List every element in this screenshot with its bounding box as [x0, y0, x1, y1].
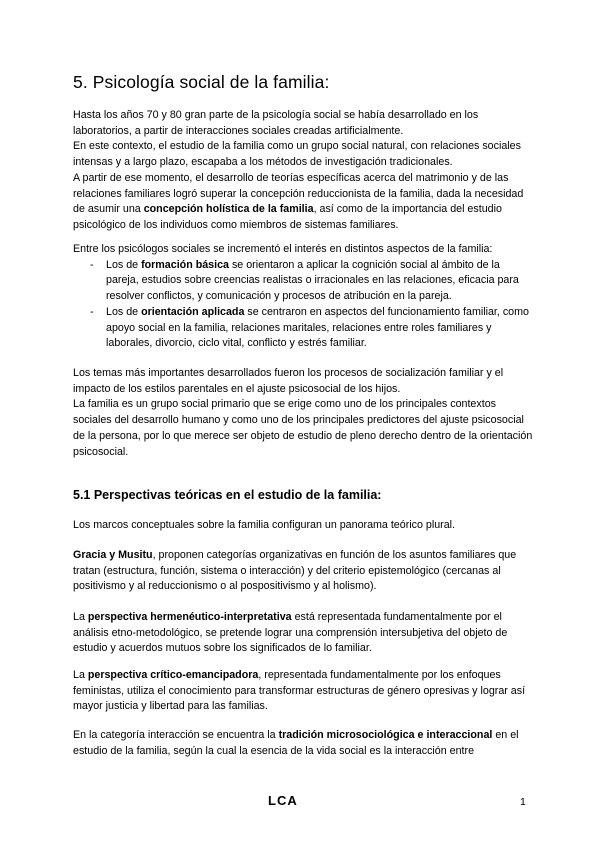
intro-block: [73, 108, 533, 234]
section-paragraph-2: Gracia y Musitu, proponen categorías organizativas en función de los asuntos familiares que tratan (estructura, función, sistema o interacción) y del criterio epistemológico (cercanas al positivismo y al reduccionismo o al pospositivismo y al holismo).: [73, 549, 517, 593]
themes-paragraph-1: Los temas más importantes desarrollados fueron los procesos de socialización familiar y el impacto de los estilos parentales en el ajuste psicosocial de los hijos.: [73, 367, 504, 395]
bold-term: perspectiva hermenéutico-interpretativa: [87, 611, 292, 623]
bold-term: perspectiva crítico-emancipadora: [87, 669, 259, 681]
intro-paragraph-2: En este contexto, el estudio de la familia como un grupo social natural, con relaciones sociales intensas y a largo plazo, escapaba a los métodos de investigación tradicionales.: [73, 140, 521, 169]
section-heading: 5.1 Perspectivas teóricas en el estudio de la familia:: [73, 488, 382, 502]
bold-term: orientación aplicada: [141, 305, 245, 318]
themes-block: [73, 366, 533, 460]
interest-block: [73, 242, 533, 352]
section-paragraph-1: Los marcos conceptuales sobre la familia configuran un panorama teórico plural.: [73, 519, 455, 531]
dash-bullet: -: [90, 305, 94, 318]
bold-term: tradición microsociológica e interaccional: [278, 729, 493, 741]
themes-paragraph-2: La familia es un grupo social primario que se erige como uno de los principales contextos sociales del desarrollo humano y como uno de los principales predictores del ajuste psicosocial de la persona, por lo que merece ser objeto de estudio de pleno derecho dentro de la orientación psicosocial.: [73, 398, 533, 458]
section-paragraph-4: La perspectiva crítico-emancipadora, representada fundamentalmente por los enfoques feministas, utiliza el conocimiento para transformar estructuras de género opresivas y lograr así mayor justicia y libertad para las familias.: [73, 669, 526, 713]
page-number: 1: [520, 796, 526, 808]
interest-list: [73, 258, 533, 352]
bold-term: Gracia y Musitu: [73, 549, 153, 561]
bold-term: formación básica: [141, 258, 229, 271]
section-paragraph-3: La perspectiva hermenéutico-interpretativa está representada fundamentalmente por el análisis etno-metodológico, se pretende lograr una comprensión intersubjetiva del objeto de estudio y acuerdos mutuos sobre los significados de lo familiar.: [73, 611, 508, 655]
list-item: - Los de formación básica se orientaron a aplicar la cognición social al ámbito de la pareja, estudios sobre creencias realistas o irracionales en las relaciones, eficacia para resolver conflictos, y comunicación y procesos de atribución en la pareja.: [90, 258, 519, 303]
intro-paragraph-1: Hasta los años 70 y 80 gran parte de la psicología social se había desarrollado en los laboratorios, a partir de interacciones sociales creadas artificialmente.: [73, 109, 479, 137]
section-paragraph-5: En la categoría interacción se encuentra la tradición microsociológica e interaccional en el estudio de la familia, según la cual la esencia de la vida social es la interacción entre: [73, 729, 519, 757]
list-item: - Los de orientación aplicada se centraron en aspectos del funcionamiento familiar, como apoyo social en la familia, relaciones maritales, relaciones entre roles familiares y laborales, divorcio, ciclo vital, conflicto y estrés familiar.: [90, 305, 529, 350]
bold-term: concepción holística de la familia: [143, 203, 314, 216]
page-title: 5. Psicología social de la familia:: [73, 72, 330, 92]
interest-lead: Entre los psicólogos sociales se incrementó el interés en distintos aspectos de la familia:: [73, 243, 493, 255]
dash-bullet: -: [90, 258, 94, 271]
footer-logo: LCA: [268, 793, 298, 808]
intro-paragraph-3: A partir de ese momento, el desarrollo de teorías específicas acerca del matrimonio y de las relaciones familiares logró superar la concepción reduccionista de la familia, dada la necesidad de asumir una concepción holística de la familia, así como de la importancia del estudio psicológico de los individuos como miembros de sistemas familiares.: [73, 171, 524, 231]
